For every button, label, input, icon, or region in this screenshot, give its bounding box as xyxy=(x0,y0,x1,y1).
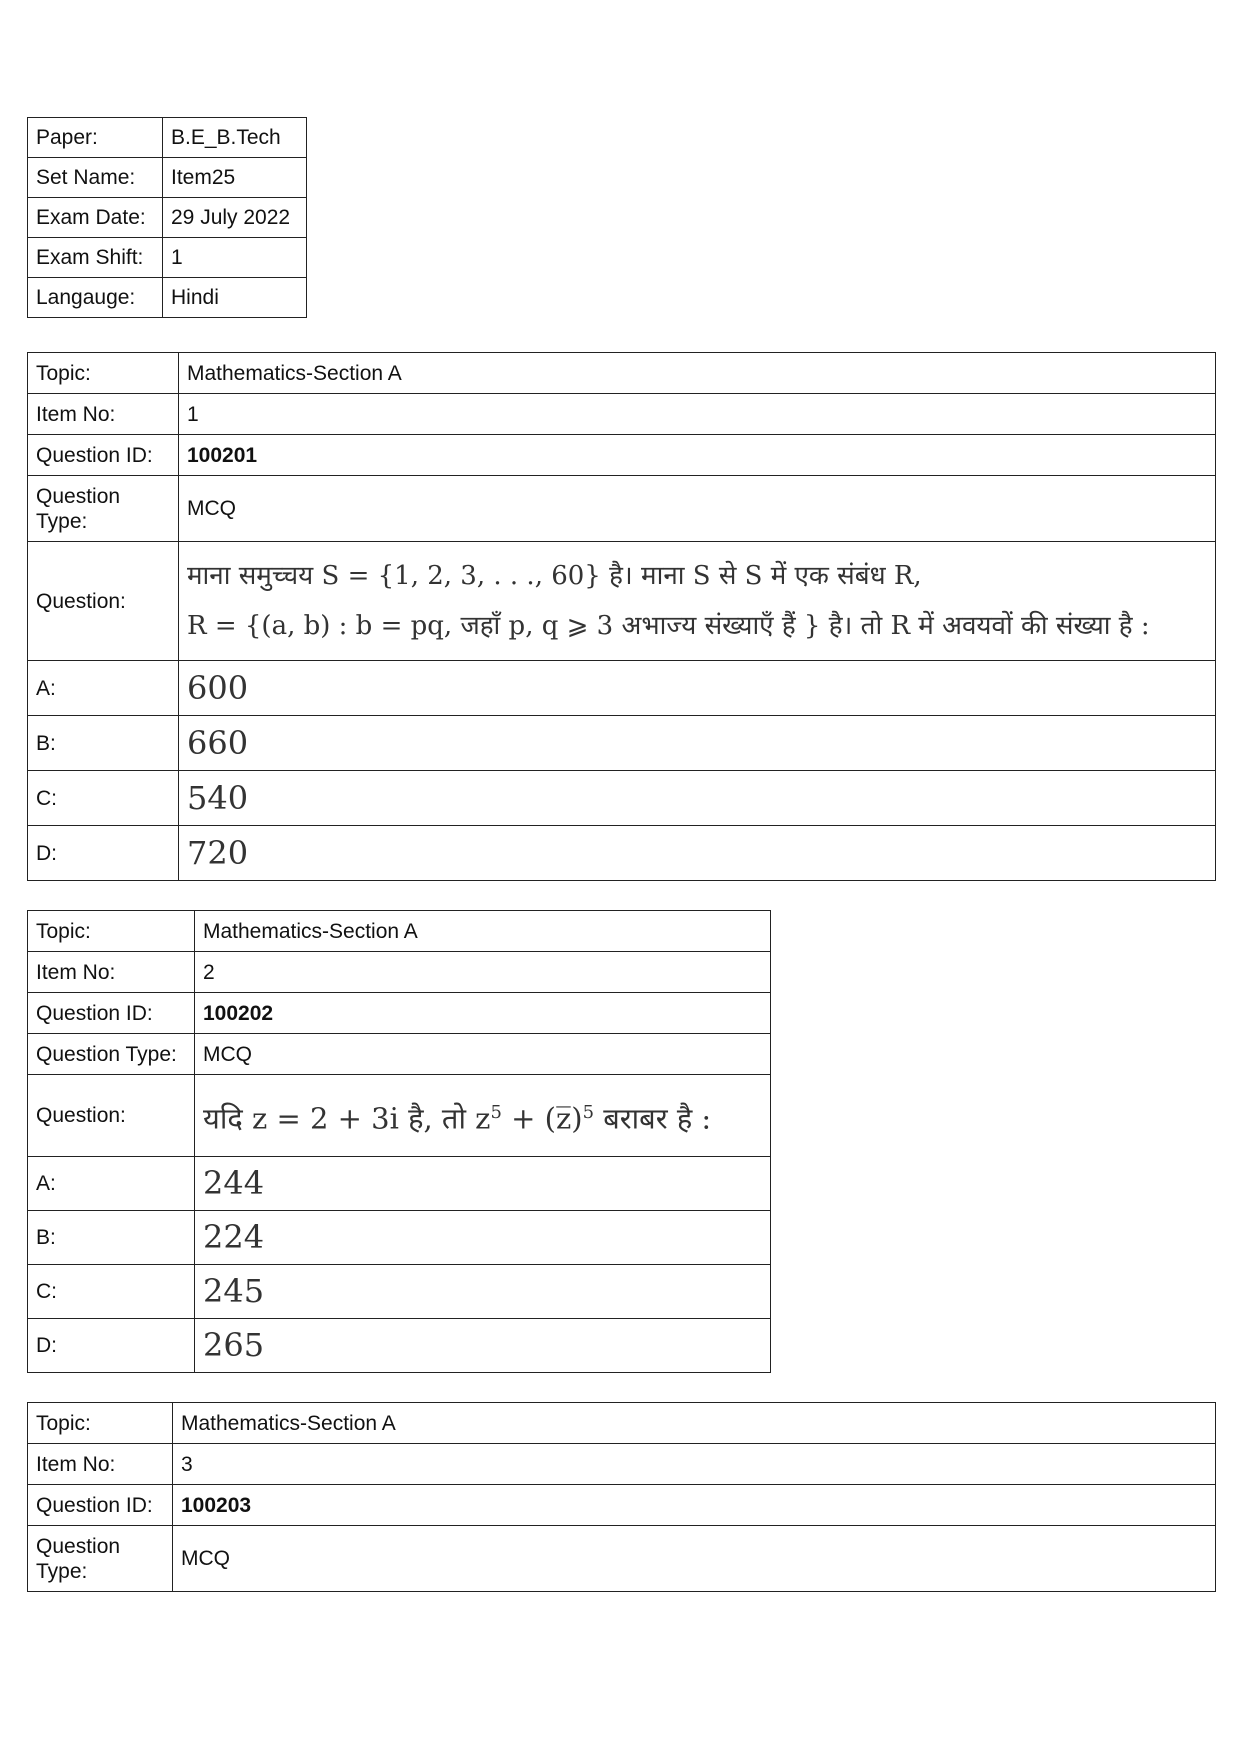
exponent-2: 5 xyxy=(582,1101,595,1123)
option-b-label: B: xyxy=(28,1211,195,1265)
meta-value: Hindi xyxy=(163,278,307,318)
question-3-table xyxy=(27,1402,1216,1592)
question-type-label: Question Type: xyxy=(28,1034,195,1075)
topic-label: Topic: xyxy=(28,353,179,394)
item-no-row xyxy=(28,394,1216,435)
option-b-value: 224 xyxy=(195,1211,771,1265)
question-mid: + (z̅) xyxy=(501,1101,583,1136)
question-id-value: 100203 xyxy=(173,1485,1216,1526)
meta-value: 1 xyxy=(163,238,307,278)
meta-label: Exam Shift: xyxy=(28,238,163,278)
option-b-label: B: xyxy=(28,716,179,771)
item-no-row xyxy=(28,1444,1216,1485)
option-a-value: 244 xyxy=(195,1157,771,1211)
question-id-value: 100202 xyxy=(195,993,771,1034)
topic-label: Topic: xyxy=(28,1403,173,1444)
meta-row-exam-date xyxy=(28,198,307,238)
question-label: Question: xyxy=(28,542,179,661)
topic-value: Mathematics-Section A xyxy=(195,911,771,952)
question-type-label-line2: Type: xyxy=(36,1559,88,1583)
option-row-b xyxy=(28,1211,771,1265)
option-d-value: 265 xyxy=(195,1319,771,1373)
exam-meta-table xyxy=(27,117,307,318)
topic-label: Topic: xyxy=(28,911,195,952)
topic-value: Mathematics-Section A xyxy=(173,1403,1216,1444)
option-c-label: C: xyxy=(28,1265,195,1319)
question-label: Question: xyxy=(28,1075,195,1157)
meta-label: Set Name: xyxy=(28,158,163,198)
question-id-value: 100201 xyxy=(179,435,1216,476)
topic-row xyxy=(28,353,1216,394)
item-no-label: Item No: xyxy=(28,952,195,993)
option-row-d xyxy=(28,826,1216,881)
question-id-row xyxy=(28,435,1216,476)
question-id-label: Question ID: xyxy=(28,435,179,476)
item-no-label: Item No: xyxy=(28,1444,173,1485)
meta-value: 29 July 2022 xyxy=(163,198,307,238)
option-row-c xyxy=(28,1265,771,1319)
question-row xyxy=(28,1075,771,1157)
option-d-label: D: xyxy=(28,1319,195,1373)
question-prefix: यदि z = 2 + 3i है, तो z xyxy=(203,1101,491,1136)
question-type-row xyxy=(28,476,1216,542)
question-suffix: बराबर है : xyxy=(594,1101,712,1136)
item-no-value: 1 xyxy=(179,394,1216,435)
question-type-row xyxy=(28,1526,1216,1592)
topic-row xyxy=(28,1403,1216,1444)
exponent-1: 5 xyxy=(490,1101,502,1123)
question-row xyxy=(28,542,1216,661)
question-2-table xyxy=(27,910,771,1373)
option-b-value: 660 xyxy=(179,716,1216,771)
option-d-value: 720 xyxy=(179,826,1216,881)
option-a-label: A: xyxy=(28,661,179,716)
meta-row-exam-shift xyxy=(28,238,307,278)
question-type-label-line2: Type: xyxy=(36,509,88,533)
option-d-label: D: xyxy=(28,826,179,881)
topic-row xyxy=(28,911,771,952)
question-text xyxy=(179,542,1216,661)
item-no-value: 2 xyxy=(195,952,771,993)
option-row-b xyxy=(28,716,1216,771)
item-no-row xyxy=(28,952,771,993)
meta-label: Exam Date: xyxy=(28,198,163,238)
question-id-label: Question ID: xyxy=(28,993,195,1034)
option-row-a xyxy=(28,661,1216,716)
question-line-1: माना समुच्चय S = {1, 2, 3, . . ., 60} है। माना S से S में एक संबंध R, xyxy=(187,561,922,591)
question-1-table xyxy=(27,352,1216,881)
question-text xyxy=(195,1075,771,1157)
item-no-label: Item No: xyxy=(28,394,179,435)
meta-value: Item25 xyxy=(163,158,307,198)
item-no-value: 3 xyxy=(173,1444,1216,1485)
option-c-value: 245 xyxy=(195,1265,771,1319)
meta-row-paper xyxy=(28,118,307,158)
meta-label: Langauge: xyxy=(28,278,163,318)
question-type-row xyxy=(28,1034,771,1075)
option-c-label: C: xyxy=(28,771,179,826)
question-type-value: MCQ xyxy=(173,1526,1216,1592)
meta-value: B.E_B.Tech xyxy=(163,118,307,158)
question-id-label: Question ID: xyxy=(28,1485,173,1526)
option-row-a xyxy=(28,1157,771,1211)
topic-value: Mathematics-Section A xyxy=(179,353,1216,394)
question-id-row xyxy=(28,993,771,1034)
option-row-d xyxy=(28,1319,771,1373)
question-type-label-line1: Question xyxy=(36,484,121,508)
option-c-value: 540 xyxy=(179,771,1216,826)
meta-row-language xyxy=(28,278,307,318)
question-type-label xyxy=(28,1526,173,1592)
question-line-2: R = {(a, b) : b = pq, जहाँ p, q ⩾ 3 अभाज्य संख्याएँ हैं } है। तो R में अवयवों की संख्या है : xyxy=(187,611,1150,641)
question-type-label xyxy=(28,476,179,542)
question-id-row xyxy=(28,1485,1216,1526)
option-a-value: 600 xyxy=(179,661,1216,716)
option-a-label: A: xyxy=(28,1157,195,1211)
question-type-value: MCQ xyxy=(179,476,1216,542)
question-type-label-line1: Question xyxy=(36,1534,121,1558)
question-type-value: MCQ xyxy=(195,1034,771,1075)
meta-row-set-name xyxy=(28,158,307,198)
meta-label: Paper: xyxy=(28,118,163,158)
option-row-c xyxy=(28,771,1216,826)
